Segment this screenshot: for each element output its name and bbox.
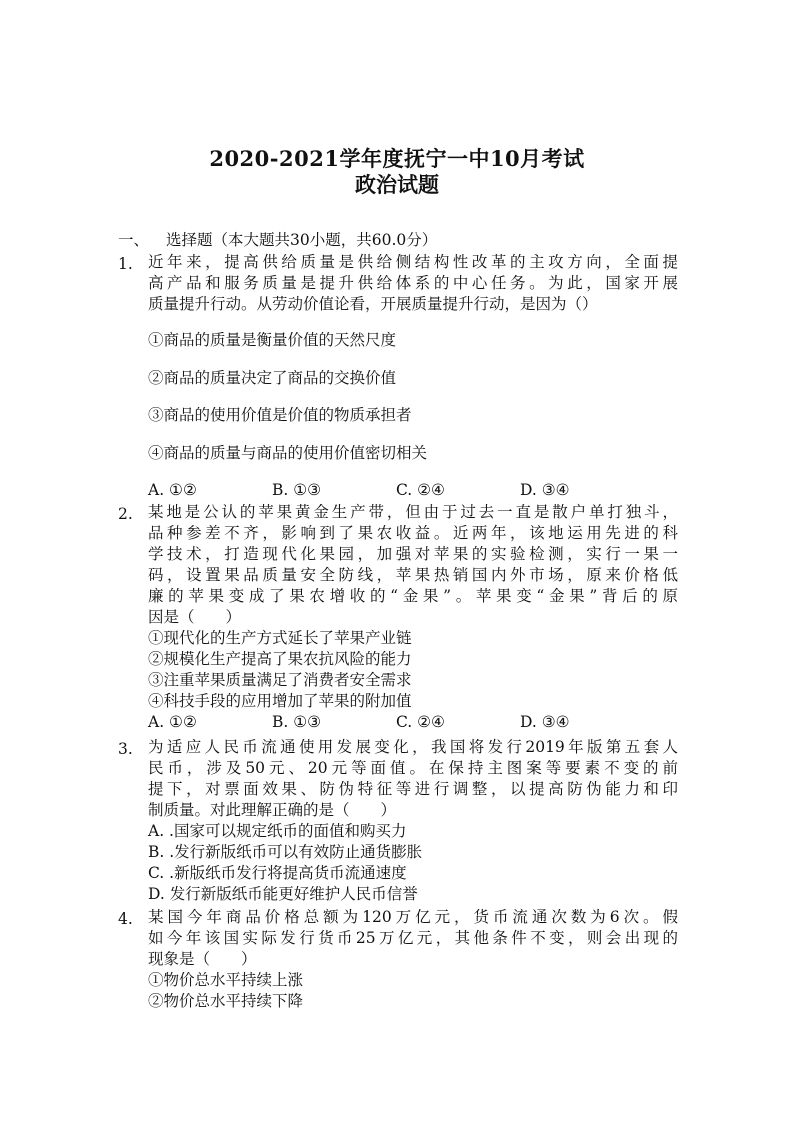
question-text-line: 制质量。对此理解正确的是（ ） xyxy=(148,801,397,819)
question-text-line: 民币，涉及50元、20元等面值。在保持主图案等要素不变的前 xyxy=(148,759,678,777)
section-title: 选择题（本大题共30小题，共60.0分） xyxy=(166,231,438,249)
statement: ④商品的质量与商品的使用价值密切相关 xyxy=(148,444,428,462)
question-text-line: 为适应人民币流通使用发展变化，我国将发行2019年版第五套人 xyxy=(148,738,678,756)
statement: ④科技手段的应用增加了苹果的附加值 xyxy=(148,692,412,710)
question-text-line: 提下，对票面效果、防伪特征等进行调整，以提高防伪能力和印 xyxy=(148,780,678,798)
question-number: 3. xyxy=(118,740,133,758)
question-text-line: 近年来，提高供给质量是供给侧结构性改革的主攻方向，全面提 xyxy=(148,253,678,271)
choice-b[interactable]: B. .发行新版纸币可以有效防止通货膨胀 xyxy=(148,843,423,861)
choice-a[interactable]: A. .国家可以规定纸币的面值和购买力 xyxy=(148,822,407,840)
question-text-line: 现象是（ ） xyxy=(148,950,257,968)
question-text-line: 码，设置果品质量安全防线，苹果热销国内外市场，原来价格低 xyxy=(148,566,678,584)
option-a[interactable]: A. ①② xyxy=(148,713,197,731)
question-number: 4. xyxy=(118,910,133,928)
question-number: 2. xyxy=(118,505,133,523)
option-b[interactable]: B. ①③ xyxy=(272,713,322,731)
statement: ①现代化的生产方式延长了苹果产业链 xyxy=(148,629,412,647)
title-block xyxy=(0,146,794,198)
option-d[interactable]: D. ③④ xyxy=(520,481,570,499)
option-c[interactable]: C. ②④ xyxy=(396,481,445,499)
question-2-options xyxy=(148,712,678,733)
section-number: 一、 xyxy=(118,231,150,249)
choice-c[interactable]: C. .新版纸币发行将提高货币流通速度 xyxy=(148,864,407,882)
question-text-line: 质量提升行动。从劳动价值论看，开展质量提升行动，是因为（） xyxy=(148,295,598,313)
statement: ①物价总水平持续上涨 xyxy=(148,971,304,989)
option-d[interactable]: D. ③④ xyxy=(520,713,570,731)
question-text-line: 某国今年商品价格总额为120万亿元，货币流通次数为6次。假 xyxy=(148,908,678,926)
statement: ②物价总水平持续下降 xyxy=(148,992,304,1010)
exam-title: 2020-2021学年度抚宁一中10月考试 xyxy=(209,146,585,171)
option-b[interactable]: B. ①③ xyxy=(272,481,322,499)
statement: ②规模化生产提高了果农抗风险的能力 xyxy=(148,650,412,668)
option-a[interactable]: A. ①② xyxy=(148,481,197,499)
question-number: 1. xyxy=(118,255,133,273)
option-c[interactable]: C. ②④ xyxy=(396,713,445,731)
choice-d[interactable]: D. 发行新版纸币能更好维护人民币信誉 xyxy=(148,885,418,903)
question-text-line: 因是（ ） xyxy=(148,608,242,626)
statement: ①商品的质量是衡量价值的天然尺度 xyxy=(148,331,397,349)
section-heading xyxy=(118,230,437,250)
question-text-line: 如今年该国实际发行货币25万亿元，其他条件不变，则会出现的 xyxy=(148,929,678,947)
question-text-line: 学技术，打造现代化果园，加强对苹果的实验检测，实行一果一 xyxy=(148,545,678,563)
question-text-line: 高产品和服务质量是提升供给体系的中心任务。为此，国家开展 xyxy=(148,274,678,292)
statement: ②商品的质量决定了商品的交换价值 xyxy=(148,369,397,387)
exam-subtitle: 政治试题 xyxy=(355,172,439,197)
question-text-line: 廉的苹果变成了果农增收的“金果”。苹果变“金果”背后的原 xyxy=(148,587,678,605)
statement: ③商品的使用价值是价值的物质承担者 xyxy=(148,406,412,424)
question-text-line: 某地是公认的苹果黄金生产带，但由于过去一直是散户单打独斗， xyxy=(148,503,678,521)
statement: ③注重苹果质量满足了消费者安全需求 xyxy=(148,671,412,689)
question-text-line: 品种参差不齐，影响到了果农收益。近两年，该地运用先进的科 xyxy=(148,524,678,542)
